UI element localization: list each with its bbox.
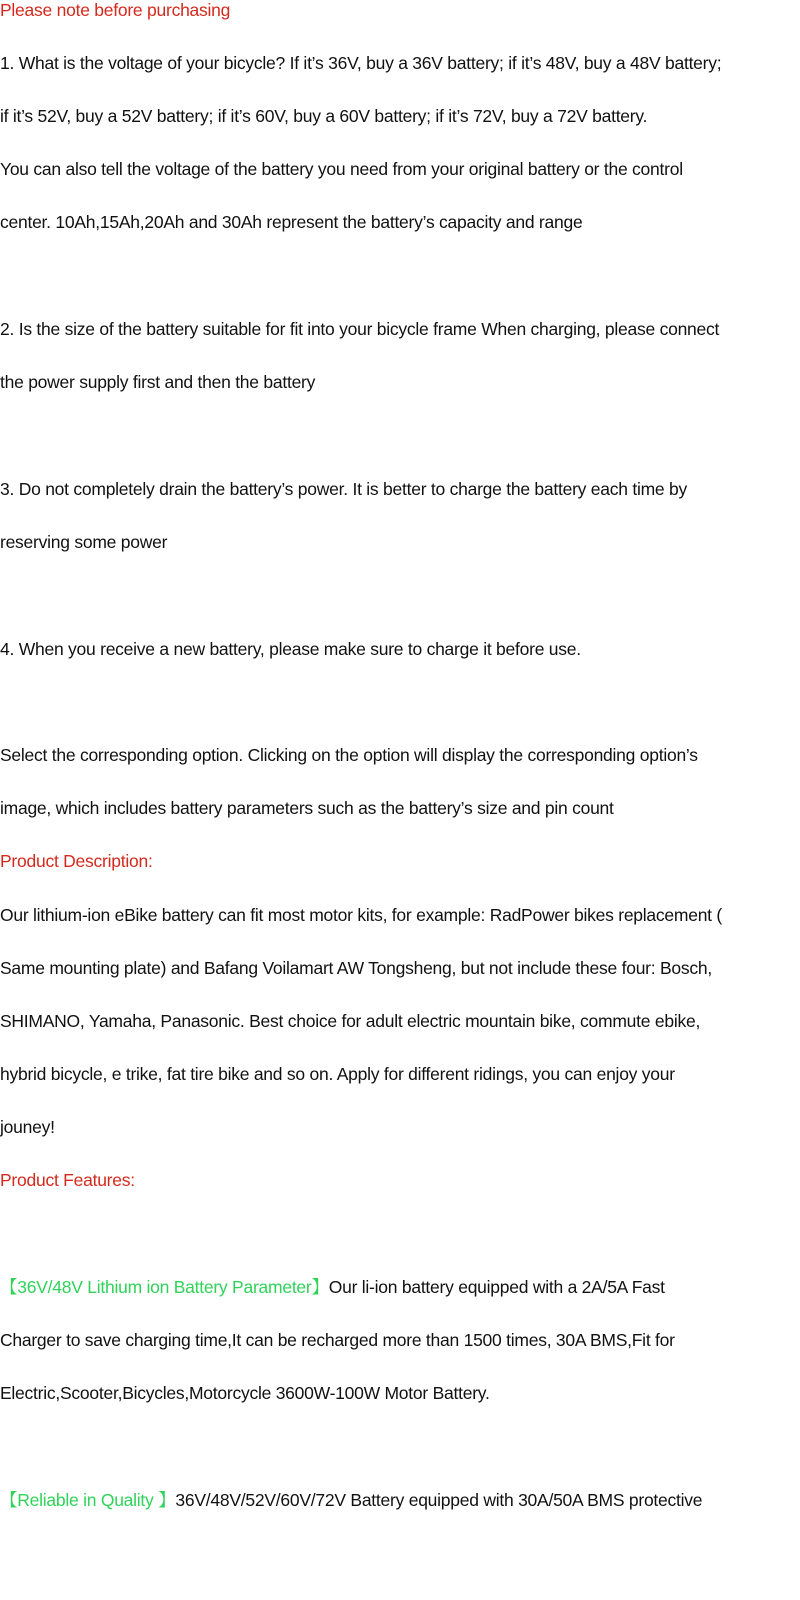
feature1-line2: Charger to save charging time,It can be recharged more than 1500 times, 30A BMS,Fit for [0, 1330, 675, 1350]
feature2-line1-text: 36V/48V/52V/60V/72V Battery equipped with 30A/50A BMS protective [175, 1490, 703, 1510]
item1-line4: center. 10Ah,15Ah,20Ah and 30Ah represent the battery’s capacity and range [0, 212, 583, 232]
description-line5: jouney! [0, 1117, 55, 1137]
item1-line3: You can also tell the voltage of the battery you need from your original battery or the control [0, 159, 683, 179]
item1-line1: 1. What is the voltage of your bicycle? If it’s 36V, buy a 36V battery; if it’s 48V, buy a 48V battery; [0, 53, 722, 73]
feature1-line1 [0, 1276, 800, 1298]
description-line2: Same mounting plate) and Bafang Voilamart AW Tongsheng, but not include these four: Bosch, [0, 958, 712, 978]
select-note-line2: image, which includes battery parameters such as the battery’s size and pin count [0, 798, 614, 818]
item3-line1: 3. Do not completely drain the battery’s power. It is better to charge the battery each time by [0, 479, 687, 499]
feature1-line3: Electric,Scooter,Bicycles,Motorcycle 3600W-100W Motor Battery. [0, 1383, 490, 1403]
description-line3: SHIMANO, Yamaha, Panasonic. Best choice for adult electric mountain bike, commute ebike, [0, 1011, 701, 1031]
feature1-title: 【36V/48V Lithium ion Battery Parameter】 [0, 1277, 329, 1297]
description-heading: Product Description: [0, 851, 153, 871]
features-heading: Product Features: [0, 1170, 135, 1190]
item2-line2: the power supply first and then the battery [0, 372, 316, 392]
description-line1: Our lithium-ion eBike battery can fit most motor kits, for example: RadPower bikes replacement ( [0, 905, 722, 925]
item2-line1: 2. Is the size of the battery suitable for fit into your bicycle frame When charging, please connect [0, 319, 720, 339]
description-line4: hybrid bicycle, e trike, fat tire bike and so on. Apply for different ridings, you can enjoy your [0, 1064, 675, 1084]
item4-line1: 4. When you receive a new battery, please make sure to charge it before use. [0, 639, 581, 659]
item1-line2: if it’s 52V, buy a 52V battery; if it’s 60V, buy a 60V battery; if it’s 72V, buy a 72V battery. [0, 106, 648, 126]
select-note-line1: Select the corresponding option. Clicking on the option will display the corresponding option’s [0, 745, 698, 765]
feature1-line1-text: Our li-ion battery equipped with a 2A/5A Fast [328, 1277, 665, 1297]
feature2-line1 [0, 1489, 800, 1511]
note-heading: Please note before purchasing [0, 0, 231, 20]
item3-line2: reserving some power [0, 532, 168, 552]
feature2-title: 【Reliable in Quality 】 [0, 1490, 176, 1510]
